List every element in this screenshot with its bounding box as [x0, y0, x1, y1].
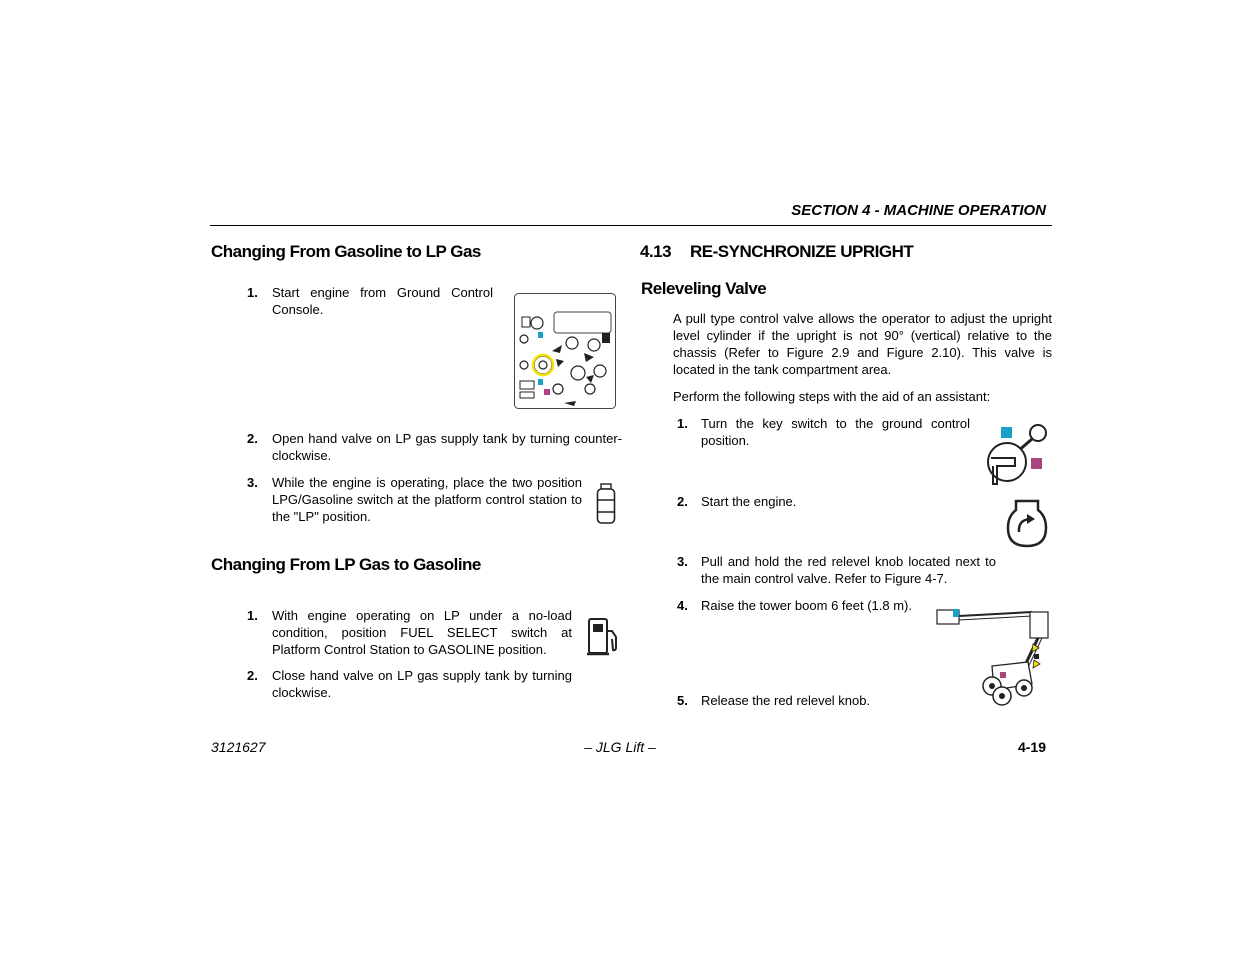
step-text: While the engine is operating, place the two position LPG/Gasoline switch at the platform control station to the "LP" position.: [272, 475, 582, 524]
document-number: 3121627: [211, 739, 266, 755]
step-text: Close hand valve on LP gas supply tank by turning clockwise.: [272, 668, 572, 700]
step-number: 1.: [677, 416, 688, 431]
step-text: Raise the tower boom 6 feet (1.8 m).: [701, 598, 912, 613]
control-console-icon: [514, 293, 616, 409]
assistant-paragraph: Perform the following steps with the aid of an assistant:: [673, 389, 991, 404]
step-number: 1.: [247, 608, 258, 623]
step-text: Start engine from Ground Control Console.: [272, 285, 493, 317]
header-rule: [210, 225, 1052, 226]
heading-lp-to-gasoline: Changing From LP Gas to Gasoline: [211, 555, 481, 574]
subsection-title: Releveling Valve: [641, 279, 767, 298]
step-text: Pull and hold the red relevel knob located next to the main control valve. Refer to Figure 4-7.: [701, 554, 996, 586]
step-number: 4.: [677, 598, 688, 613]
section-title: RE-SYNCHRONIZE UPRIGHT: [690, 242, 914, 261]
step-text: Open hand valve on LP gas supply tank by turning counter-clockwise.: [272, 431, 622, 463]
lp-tank-icon: [596, 483, 616, 525]
step-number: 2.: [247, 431, 258, 446]
step-number: 2.: [247, 668, 258, 683]
step-text: With engine operating on LP under a no-load condition, position FUEL SELECT switch at Platform Control Station to GASOLINE position.: [272, 608, 572, 657]
engine-start-icon: [1006, 498, 1048, 548]
footer-center: – JLG Lift –: [584, 739, 656, 755]
step-number: 3.: [247, 475, 258, 490]
step-number: 3.: [677, 554, 688, 569]
key-switch-icon: [985, 422, 1049, 488]
section-number: 4.13: [640, 242, 672, 261]
intro-paragraph: A pull type control valve allows the operator to adjust the upright level cylinder if the upright is not 90° (vertical) relative to the chassis (Refer to Figure 2.9 and Figure 2.10). This valve is located in the tank compartment area.: [673, 311, 1052, 377]
step-number: 5.: [677, 693, 688, 708]
step-number: 1.: [247, 285, 258, 300]
step-number: 2.: [677, 494, 688, 509]
step-text: Start the engine.: [701, 494, 797, 509]
heading-gasoline-to-lp: Changing From Gasoline to LP Gas: [211, 242, 481, 261]
page-number: 4-19: [1017, 739, 1046, 755]
step-text: Turn the key switch to the ground control position.: [701, 416, 970, 448]
fuel-pump-icon: [587, 617, 619, 657]
step-text: Release the red relevel knob.: [701, 693, 871, 708]
section-header-title: SECTION 4 - MACHINE OPERATION: [791, 202, 1046, 219]
